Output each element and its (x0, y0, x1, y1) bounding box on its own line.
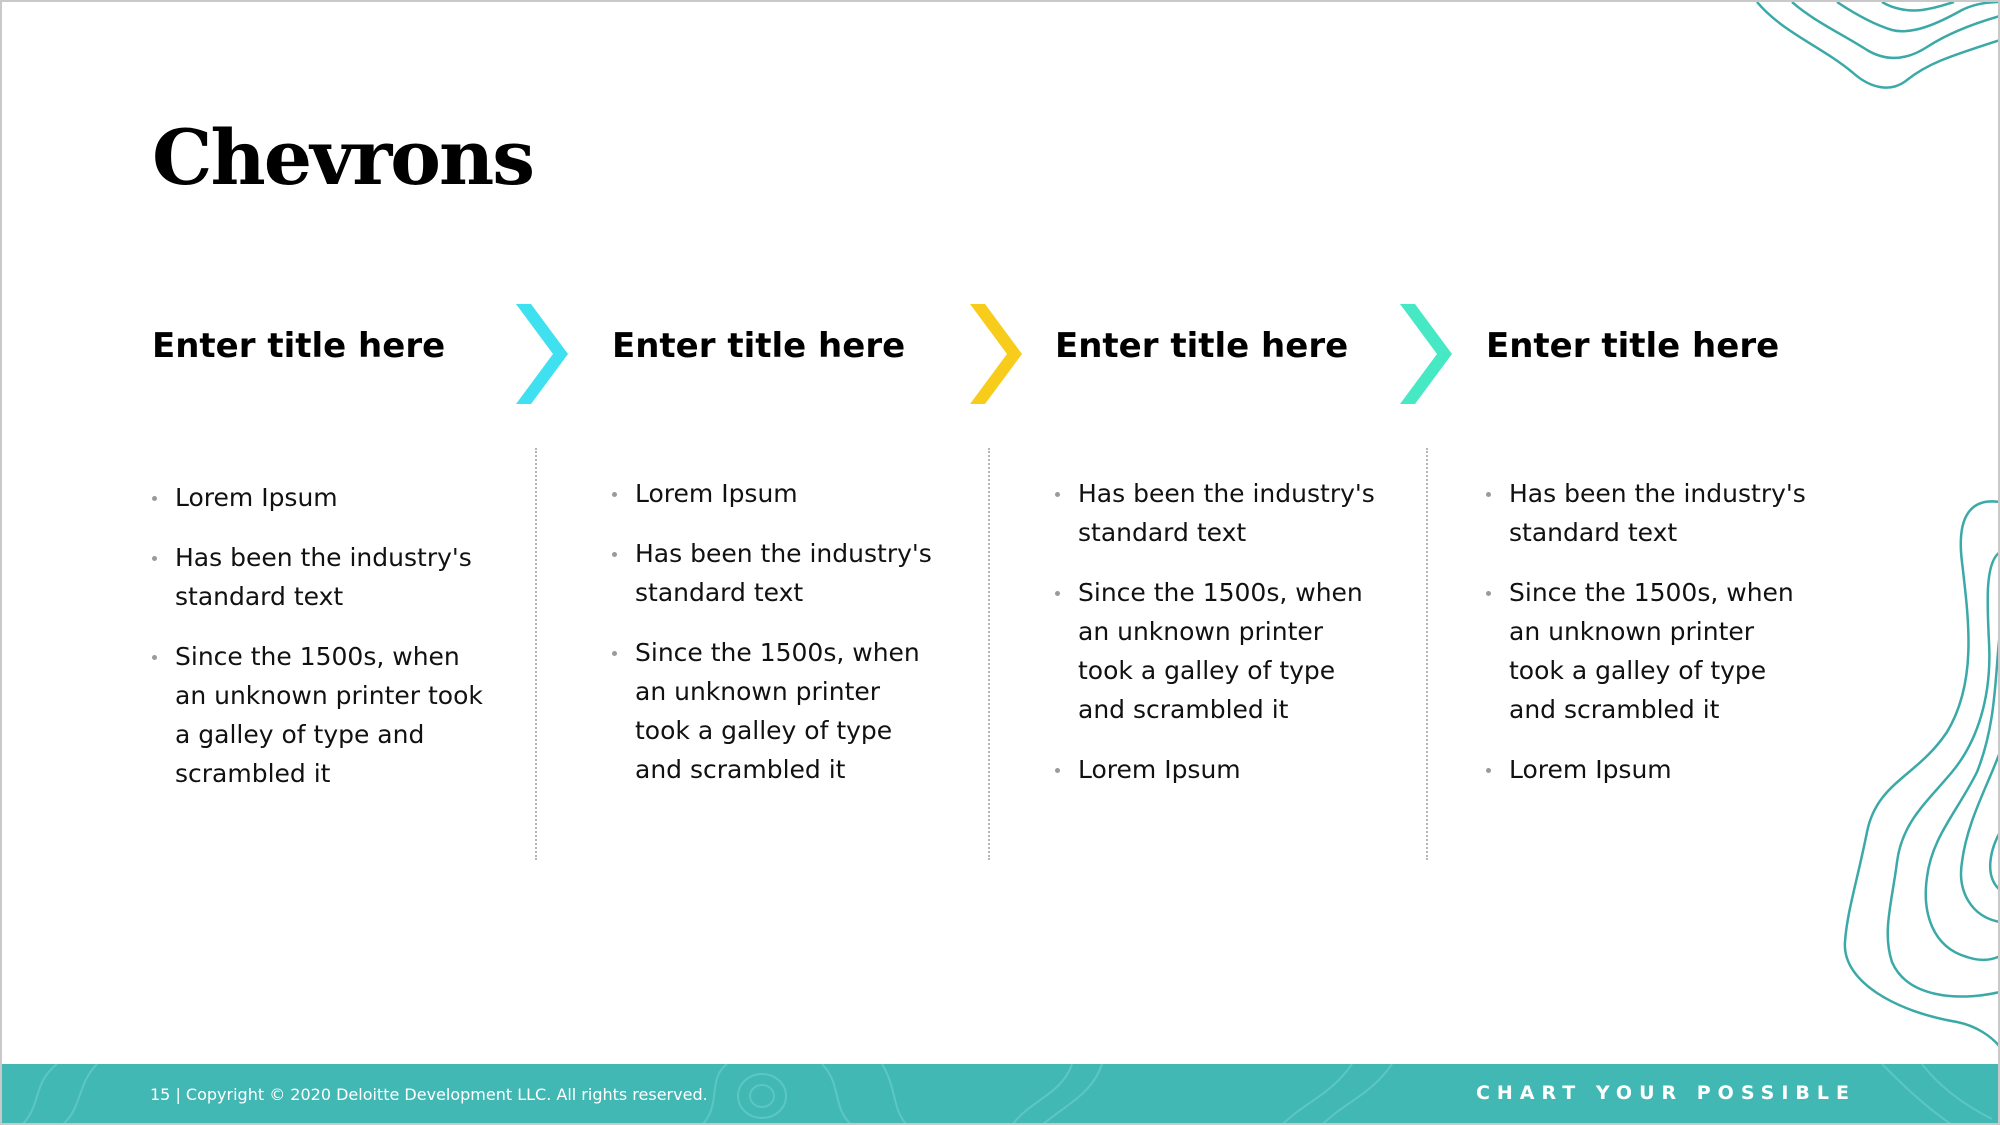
chevron-right-icon (516, 304, 568, 404)
topographic-lines-right-icon (1837, 492, 2000, 1052)
column-divider (535, 448, 537, 860)
list-item: Since the 1500s, when an unknown printer took a galley of type and scrambled it (1055, 573, 1375, 729)
footer-copyright: 15 | Copyright © 2020 Deloitte Development LLC. All rights reserved. (150, 1085, 708, 1104)
list-item: Since the 1500s, when an unknown printer took a galley of type and scrambled it (152, 637, 492, 793)
slide-title: Chevrons (152, 113, 534, 202)
footer-tagline: CHART YOUR POSSIBLE (1475, 1082, 1856, 1104)
list-item: Has been the industry's standard text (1055, 474, 1375, 552)
column-divider (988, 448, 990, 860)
column-title: Enter title here (1486, 326, 1780, 366)
list-item: Lorem Ipsum (152, 478, 492, 517)
column-title: Enter title here (152, 326, 446, 366)
list-item: Has been the industry's standard text (1486, 474, 1816, 552)
column-title: Enter title here (612, 326, 906, 366)
list-item: Since the 1500s, when an unknown printer took a galley of type and scrambled it (612, 633, 942, 789)
list-item: Lorem Ipsum (612, 474, 942, 513)
column-divider (1426, 448, 1428, 860)
footer-bar (2, 1064, 1998, 1125)
list-item: Lorem Ipsum (1055, 750, 1375, 789)
chevron-right-icon (1400, 304, 1452, 404)
bullet-list (612, 474, 942, 810)
list-item: Since the 1500s, when an unknown printer took a galley of type and scrambled it (1486, 573, 1816, 729)
bullet-list (1055, 474, 1375, 810)
column-title: Enter title here (1055, 326, 1349, 366)
bullet-list (152, 478, 492, 814)
list-item: Has been the industry's standard text (612, 534, 942, 612)
bullet-list (1486, 474, 1816, 810)
list-item: Lorem Ipsum (1486, 750, 1816, 789)
chevron-right-icon (970, 304, 1022, 404)
topographic-lines-top-right-icon (1742, 2, 2000, 97)
list-item: Has been the industry's standard text (152, 538, 492, 616)
